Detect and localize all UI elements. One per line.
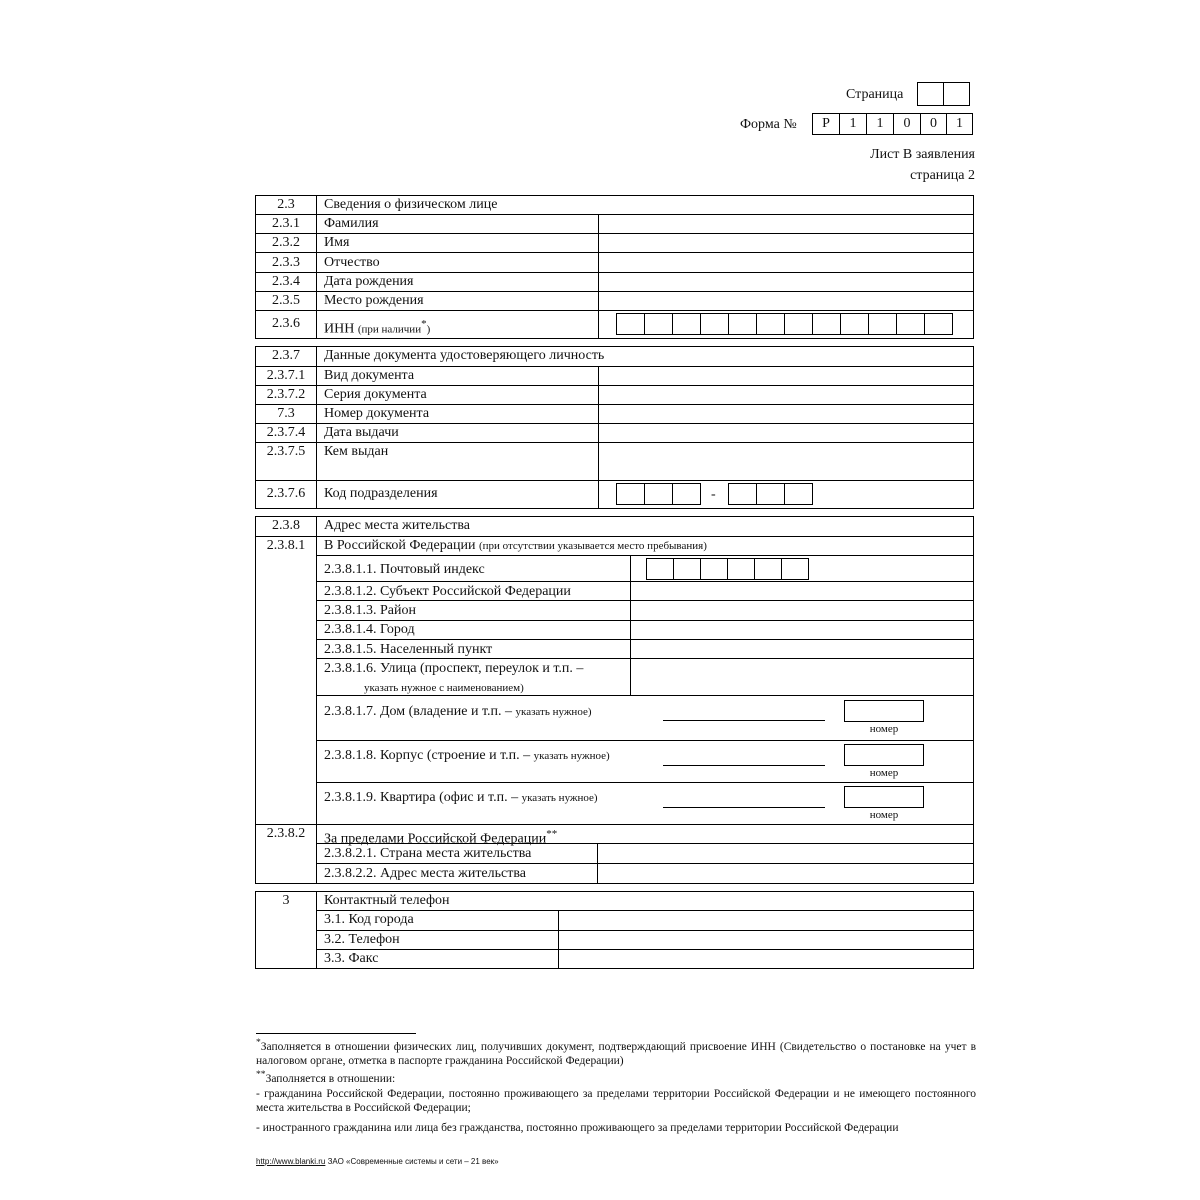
- form-label: Форма №: [740, 117, 797, 132]
- sheet-title: Лист В заявления: [870, 147, 975, 162]
- row-num: 2.3.7.5: [266, 444, 306, 459]
- credit-link[interactable]: http://www.blanki.ru: [256, 1157, 326, 1166]
- row-num: 2.3.7.1: [266, 368, 306, 383]
- corpus-type-line[interactable]: [663, 765, 825, 766]
- footnote-1: *Заполняется в отношении физических лиц, получивших документ, подтверждающий присвоение ИНН (Свидетельство о постановке на учет в налоговом органе, отметка в паспорте гражданина Российской Федерации): [256, 1037, 976, 1067]
- section-title: Адрес места жительства: [324, 518, 470, 533]
- flat-number-box[interactable]: [844, 786, 924, 808]
- dept-code-cells-2[interactable]: [728, 483, 813, 505]
- footnote-2: **Заполняется в отношении:: [256, 1069, 396, 1085]
- form-digit: Р: [813, 114, 840, 134]
- form-digit: 0: [921, 114, 947, 134]
- house-type-line[interactable]: [663, 720, 825, 721]
- phone-field[interactable]: [560, 931, 972, 948]
- form-digit: 1: [947, 114, 973, 134]
- row-num: 2.3.5: [272, 293, 300, 308]
- field-label: Дата выдачи: [324, 425, 399, 440]
- section-num: 2.3: [277, 197, 295, 212]
- section-title: Сведения о физическом лице: [324, 197, 498, 212]
- inn-label: ИНН (при наличии*): [324, 318, 431, 337]
- row-num: 2.3.3: [272, 255, 300, 270]
- abroad-country-field[interactable]: [599, 844, 972, 862]
- settlement-field[interactable]: [632, 640, 972, 657]
- field-label: Номер документа: [324, 406, 430, 421]
- field-label: 2.3.8.2.1. Страна места жительства: [324, 846, 532, 861]
- row-num: 2.3.8.1: [266, 538, 306, 553]
- doc-number-field[interactable]: [600, 405, 972, 422]
- birth-date-field[interactable]: [600, 273, 972, 290]
- field-label: Отчество: [324, 255, 380, 270]
- field-label: Код подразделения: [324, 486, 438, 501]
- section-num: 2.3.7: [272, 348, 300, 363]
- field-label: 2.3.8.1.2. Субъект Российской Федерации: [324, 584, 571, 599]
- row-num: 2.3.6: [272, 316, 300, 331]
- flat-type-line[interactable]: [663, 807, 825, 808]
- page-number-cells[interactable]: [917, 82, 970, 106]
- corpus-number-box[interactable]: [844, 744, 924, 766]
- number-caption: номер: [869, 809, 899, 821]
- number-caption: номер: [869, 767, 899, 779]
- form-digit: 1: [867, 114, 894, 134]
- doc-issue-date-field[interactable]: [600, 424, 972, 441]
- dash: -: [711, 487, 716, 502]
- form-digit: 0: [894, 114, 921, 134]
- section-title: Контактный телефон: [324, 893, 450, 908]
- patronymic-field[interactable]: [600, 253, 972, 271]
- fax-field[interactable]: [560, 950, 972, 967]
- doc-issuer-field[interactable]: [600, 443, 972, 479]
- field-label: Серия документа: [324, 387, 427, 402]
- footnote-2-item-b: - иностранного гражданина или лица без гражданства, постоянно проживающего за пределами территории Российской Федерации: [256, 1122, 899, 1134]
- field-label: 3.1. Код города: [324, 912, 414, 927]
- field-label: 3.2. Телефон: [324, 932, 400, 947]
- region-field[interactable]: [632, 582, 972, 599]
- form-digit: 1: [840, 114, 867, 134]
- section-num: 3: [282, 893, 290, 908]
- surname-field[interactable]: [600, 215, 972, 232]
- rf-label: В Российской Федерации (при отсутствии указывается место пребывания): [324, 538, 707, 553]
- name-field[interactable]: [600, 234, 972, 251]
- field-label: Кем выдан: [324, 444, 389, 459]
- field-label: 3.3. Факс: [324, 951, 379, 966]
- field-label: Место рождения: [324, 293, 424, 308]
- flat-label: 2.3.8.1.9. Квартира (офис и т.п. – указать нужное): [324, 790, 598, 805]
- section-num: 2.3.8: [272, 518, 300, 533]
- district-field[interactable]: [632, 601, 972, 619]
- field-label: Вид документа: [324, 368, 415, 383]
- footnote-2-item-a: - гражданина Российской Федерации, постоянно проживающего за пределами территории Российской Федерации и не имеющего постоянного места жительства в Российской Федерации;: [256, 1088, 976, 1114]
- dept-code-cells-1[interactable]: [616, 483, 701, 505]
- form-number-cells: [812, 113, 973, 135]
- doc-type-field[interactable]: [600, 367, 972, 384]
- row-num: 2.3.4: [272, 274, 300, 289]
- row-num: 2.3.7.6: [266, 486, 306, 501]
- row-num: 2.3.8.2: [266, 826, 306, 841]
- row-num: 2.3.1: [272, 216, 300, 231]
- corpus-label: 2.3.8.1.8. Корпус (строение и т.п. – указать нужное): [324, 748, 610, 763]
- number-caption: номер: [869, 723, 899, 735]
- house-number-box[interactable]: [844, 700, 924, 722]
- row-num: 2.3.2: [272, 235, 300, 250]
- row-num: 2.3.7.2: [266, 387, 306, 402]
- city-field[interactable]: [632, 621, 972, 638]
- row-num: 2.3.7.4: [266, 425, 306, 440]
- doc-series-field[interactable]: [600, 386, 972, 403]
- sheet-page: страница 2: [910, 168, 975, 183]
- field-label: Фамилия: [324, 216, 379, 231]
- birth-place-field[interactable]: [600, 292, 972, 309]
- postal-code-cells[interactable]: [646, 558, 809, 580]
- credit-line: http://www.blanki.ru ЗАО «Современные системы и сети – 21 век»: [256, 1157, 499, 1166]
- field-label: 2.3.8.1.3. Район: [324, 603, 416, 618]
- field-label: 2.3.8.1.5. Населенный пункт: [324, 642, 493, 657]
- field-note: указать нужное с наименованием): [364, 682, 524, 694]
- section-title: Данные документа удостоверяющего личность: [324, 348, 605, 363]
- inn-cells[interactable]: [616, 313, 953, 335]
- abroad-label: За пределами Российской Федерации**: [324, 828, 558, 847]
- field-label: 2.3.8.2.2. Адрес места жительства: [324, 866, 526, 881]
- page-label: Страница: [846, 87, 904, 102]
- field-label: 2.3.8.1.1. Почтовый индекс: [324, 562, 485, 577]
- footnote-divider: [256, 1033, 416, 1034]
- street-field[interactable]: [632, 659, 972, 694]
- house-label: 2.3.8.1.7. Дом (владение и т.п. – указать нужное): [324, 704, 592, 719]
- row-num: 7.3: [277, 406, 295, 421]
- city-code-field[interactable]: [560, 911, 972, 929]
- field-label: 2.3.8.1.6. Улица (проспект, переулок и т.п. –: [324, 661, 584, 676]
- field-label: 2.3.8.1.4. Город: [324, 622, 415, 637]
- abroad-address-field[interactable]: [599, 864, 972, 883]
- field-label: Дата рождения: [324, 274, 414, 289]
- field-label: Имя: [324, 235, 350, 250]
